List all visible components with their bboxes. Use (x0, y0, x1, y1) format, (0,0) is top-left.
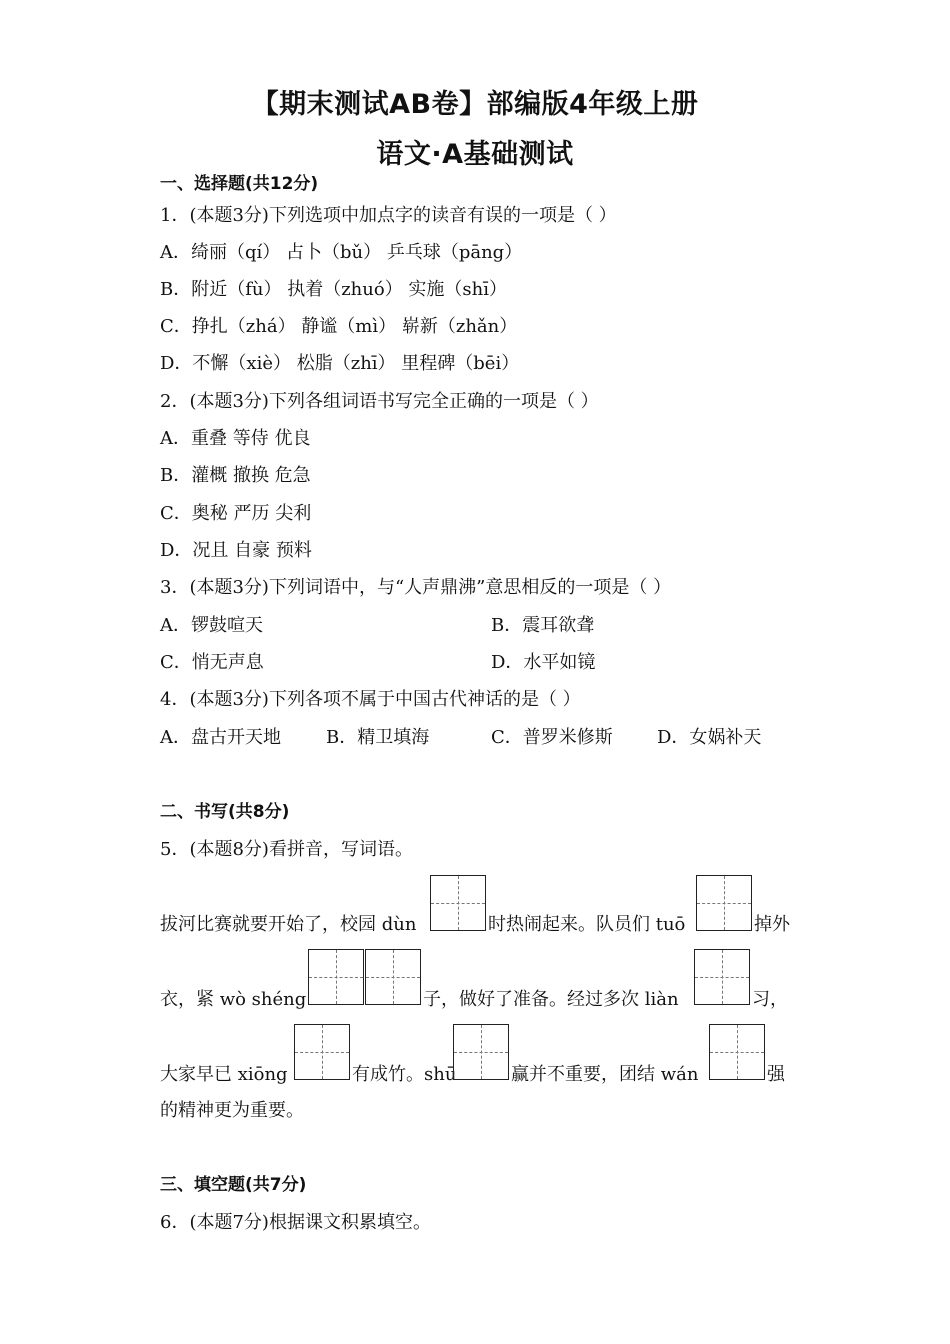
section-heading-fill: 三、填空题(共7分) (160, 1175, 307, 1195)
question-5-stem: 5．(本题8分)看拼音，写词语。 (160, 839, 413, 860)
writing-text-line3-b: 有成竹。shū (352, 1064, 457, 1085)
writing-text-line3-d: 强 (767, 1064, 785, 1085)
question-3-option-c[interactable]: C．悄无声息 (160, 652, 264, 673)
writing-text-line1-c: 掉外 (754, 914, 790, 935)
writing-text-line3-c: 赢并不重要，团结 wán (511, 1064, 699, 1085)
writing-text-line4: 的精神更为重要。 (160, 1100, 304, 1121)
question-4-option-b[interactable]: B．精卫填海 (326, 727, 430, 748)
writing-text-line1-a: 拔河比赛就要开始了，校园 dùn (160, 914, 417, 935)
question-1-option-b[interactable]: B．附近（fù） 执着（zhuó） 实施（shī） (160, 279, 508, 300)
question-1-option-c[interactable]: C．挣扎（zhá） 静谧（mì） 崭新（zhǎn） (160, 316, 518, 337)
writing-box-xiong[interactable] (294, 1024, 350, 1080)
question-2-option-b[interactable]: B．灌概 撤换 危急 (160, 465, 311, 486)
question-1-option-d[interactable]: D．不懈（xiè） 松脂（zhī） 里程碑（bēi） (160, 353, 520, 374)
question-3-stem: 3．(本题3分)下列词语中，与“人声鼎沸”意思相反的一项是（ ） (160, 577, 672, 598)
question-6-stem: 6．(本题7分)根据课文积累填空。 (160, 1212, 431, 1233)
page-subtitle: 语文·A基础测试 (376, 139, 574, 170)
writing-text-line2-b: 子，做好了准备。经过多次 liàn (423, 989, 679, 1010)
writing-box-lian[interactable] (694, 949, 750, 1005)
question-3-option-a[interactable]: A．锣鼓喧天 (160, 615, 263, 636)
writing-text-line2-a: 衣，紧 wò shéng (160, 989, 307, 1010)
writing-text-line1-b: 时热闹起来。队员们 tuō (488, 914, 686, 935)
question-3-option-d[interactable]: D．水平如镜 (491, 652, 596, 673)
page-title: 【期末测试AB卷】部编版4年级上册 (251, 89, 699, 120)
question-2-option-c[interactable]: C．奥秘 严历 尖利 (160, 503, 312, 524)
writing-box-tuo[interactable] (696, 875, 752, 931)
question-2-stem: 2．(本题3分)下列各组词语书写完全正确的一项是（ ） (160, 391, 599, 412)
question-1-option-a[interactable]: A．绮丽（qí） 占卜（bǔ） 乒乓球（pāng） (160, 242, 523, 263)
section-heading-choice: 一、选择题(共12分) (160, 174, 319, 194)
writing-box-shu[interactable] (453, 1024, 509, 1080)
writing-text-line3-a: 大家早已 xiōng (160, 1064, 288, 1085)
section-heading-writing: 二、书写(共8分) (160, 802, 290, 822)
writing-box-wan[interactable] (709, 1024, 765, 1080)
writing-box-sheng[interactable] (365, 949, 421, 1005)
question-2-option-a[interactable]: A．重叠 等侍 优良 (160, 428, 311, 449)
question-4-option-d[interactable]: D．女娲补天 (657, 727, 762, 748)
question-3-option-b[interactable]: B．震耳欲聋 (491, 615, 595, 636)
writing-box-wo[interactable] (308, 949, 364, 1005)
question-2-option-d[interactable]: D．况且 自豪 预料 (160, 540, 312, 561)
writing-text-line2-c: 习， (752, 989, 788, 1010)
question-1-stem: 1．(本题3分)下列选项中加点字的读音有误的一项是（ ） (160, 205, 617, 226)
writing-box-dun[interactable] (430, 875, 486, 931)
question-4-option-a[interactable]: A．盘古开天地 (160, 727, 281, 748)
question-4-stem: 4．(本题3分)下列各项不属于中国古代神话的是（ ） (160, 689, 581, 710)
question-4-option-c[interactable]: C．普罗米修斯 (491, 727, 613, 748)
